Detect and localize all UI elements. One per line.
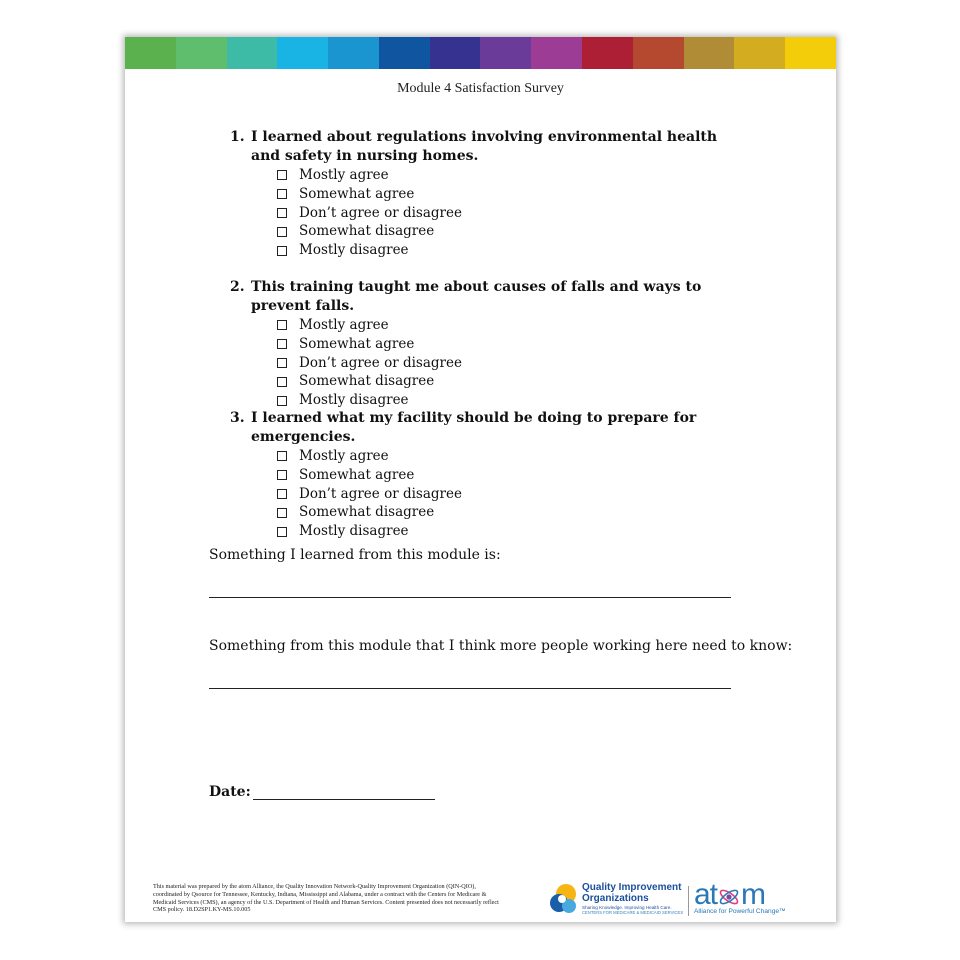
atom-tagline: Alliance for Powerful Change™ [694, 908, 786, 915]
option-label: Mostly agree [299, 448, 389, 464]
qio-logo [549, 882, 683, 916]
logo-divider [688, 886, 689, 916]
option-somewhat-agree[interactable] [277, 466, 730, 485]
checkbox-icon[interactable] [277, 508, 287, 518]
option-label: Somewhat agree [299, 466, 415, 483]
date-label: Date: [209, 784, 251, 800]
option-mostly-agree[interactable] [277, 166, 730, 185]
checkbox-icon[interactable] [277, 246, 287, 256]
checkbox-icon[interactable] [277, 208, 287, 218]
option-label: Mostly agree [299, 167, 389, 183]
atom-orbit-icon [718, 884, 740, 906]
qio-title-line2: Organizations [582, 892, 649, 904]
footer-disclaimer: This material was prepared by the atom Alliance, the Quality Innovation Network-Quality Improvement Organization (QIN-QIO), coordinated by Qsource for Tennessee, Kentucky, Indiana, Mississippi and Alabama, under a contract with the Centers for Medicare & Medicaid Services (CMS), an agency of the U.S. Department of Health and Human Services. Content presented does not necessarily reflect CMS policy. 18.D2SP1.KY-MS.10.005 [153, 883, 499, 914]
question-number: 1. [230, 129, 245, 145]
question-1 [230, 128, 730, 260]
question-text: This training taught me about causes of falls and ways to prevent falls. [251, 279, 702, 314]
color-stripe-banner [125, 37, 836, 69]
answer-options [230, 447, 730, 541]
qio-globe-icon [549, 882, 579, 916]
option-somewhat-agree[interactable] [277, 185, 730, 204]
checkbox-icon[interactable] [277, 377, 287, 387]
option-label: Don’t agree or disagree [299, 204, 462, 221]
option-label: Mostly agree [299, 317, 389, 333]
stripe-segment-12 [684, 37, 735, 69]
answer-options [230, 316, 730, 410]
option-somewhat-disagree[interactable] [277, 372, 730, 391]
checkbox-icon[interactable] [277, 489, 287, 499]
option-neutral[interactable] [277, 354, 730, 373]
option-label: Somewhat disagree [299, 223, 435, 240]
stripe-segment-11 [633, 37, 684, 69]
option-mostly-agree[interactable] [277, 447, 730, 466]
stripe-segment-1 [125, 37, 176, 69]
question-number: 2. [230, 279, 245, 295]
stripe-segment-5 [328, 37, 379, 69]
qio-cms-label: CENTERS FOR MEDICARE & MEDICAID SERVICES [582, 910, 684, 915]
option-label: Somewhat agree [299, 335, 415, 352]
learned-prompt: Something I learned from this module is: [209, 547, 501, 563]
answer-options [230, 166, 730, 260]
stripe-segment-14 [785, 37, 836, 69]
learned-answer-line[interactable] [209, 597, 731, 598]
stripe-segment-4 [277, 37, 328, 69]
atom-logo [694, 880, 786, 915]
qio-title-line1: Quality Improvement [582, 882, 682, 893]
stripe-segment-13 [734, 37, 785, 69]
checkbox-icon[interactable] [277, 527, 287, 537]
question-text: I learned about regulations involving environmental health and safety in nursing homes. [251, 129, 718, 164]
question-3 [230, 409, 730, 541]
option-neutral[interactable] [277, 204, 730, 223]
stripe-segment-7 [430, 37, 481, 69]
stripe-segment-3 [227, 37, 278, 69]
stripe-segment-8 [480, 37, 531, 69]
option-mostly-agree[interactable] [277, 316, 730, 335]
option-label: Don’t agree or disagree [299, 354, 462, 371]
survey-page [125, 37, 836, 922]
stripe-segment-9 [531, 37, 582, 69]
stripe-segment-2 [176, 37, 227, 69]
option-mostly-disagree[interactable] [277, 522, 730, 541]
checkbox-icon[interactable] [277, 396, 287, 406]
option-label: Somewhat disagree [299, 504, 435, 521]
option-somewhat-agree[interactable] [277, 335, 730, 354]
option-label: Mostly disagree [299, 242, 409, 259]
option-neutral[interactable] [277, 485, 730, 504]
share-prompt: Something from this module that I think more people working here need to know: [209, 638, 793, 654]
checkbox-icon[interactable] [277, 320, 287, 330]
checkbox-icon[interactable] [277, 470, 287, 480]
option-label: Mostly disagree [299, 392, 409, 409]
question-text: I learned what my facility should be doing to prepare for emergencies. [251, 410, 697, 445]
checkbox-icon[interactable] [277, 170, 287, 180]
atom-wordmark-end: m [741, 878, 766, 911]
checkbox-icon[interactable] [277, 189, 287, 199]
option-mostly-disagree[interactable] [277, 241, 730, 260]
share-answer-line[interactable] [209, 688, 731, 689]
checkbox-icon[interactable] [277, 339, 287, 349]
atom-wordmark-start: at [694, 878, 718, 911]
checkbox-icon[interactable] [277, 227, 287, 237]
question-number: 3. [230, 410, 245, 426]
qio-tagline: Sharing Knowledge. Improving Health Care. [582, 905, 672, 910]
stripe-segment-10 [582, 37, 633, 69]
option-somewhat-disagree[interactable] [277, 222, 730, 241]
checkbox-icon[interactable] [277, 451, 287, 461]
page-title: Module 4 Satisfaction Survey [397, 81, 564, 96]
option-label: Somewhat agree [299, 185, 415, 202]
stripe-segment-6 [379, 37, 430, 69]
option-label: Don’t agree or disagree [299, 485, 462, 502]
option-label: Somewhat disagree [299, 373, 435, 390]
checkbox-icon[interactable] [277, 358, 287, 368]
question-2 [230, 278, 730, 410]
option-mostly-disagree[interactable] [277, 391, 730, 410]
option-somewhat-disagree[interactable] [277, 503, 730, 522]
option-label: Mostly disagree [299, 523, 409, 540]
date-input-line[interactable] [253, 785, 435, 800]
date-field [209, 784, 435, 800]
